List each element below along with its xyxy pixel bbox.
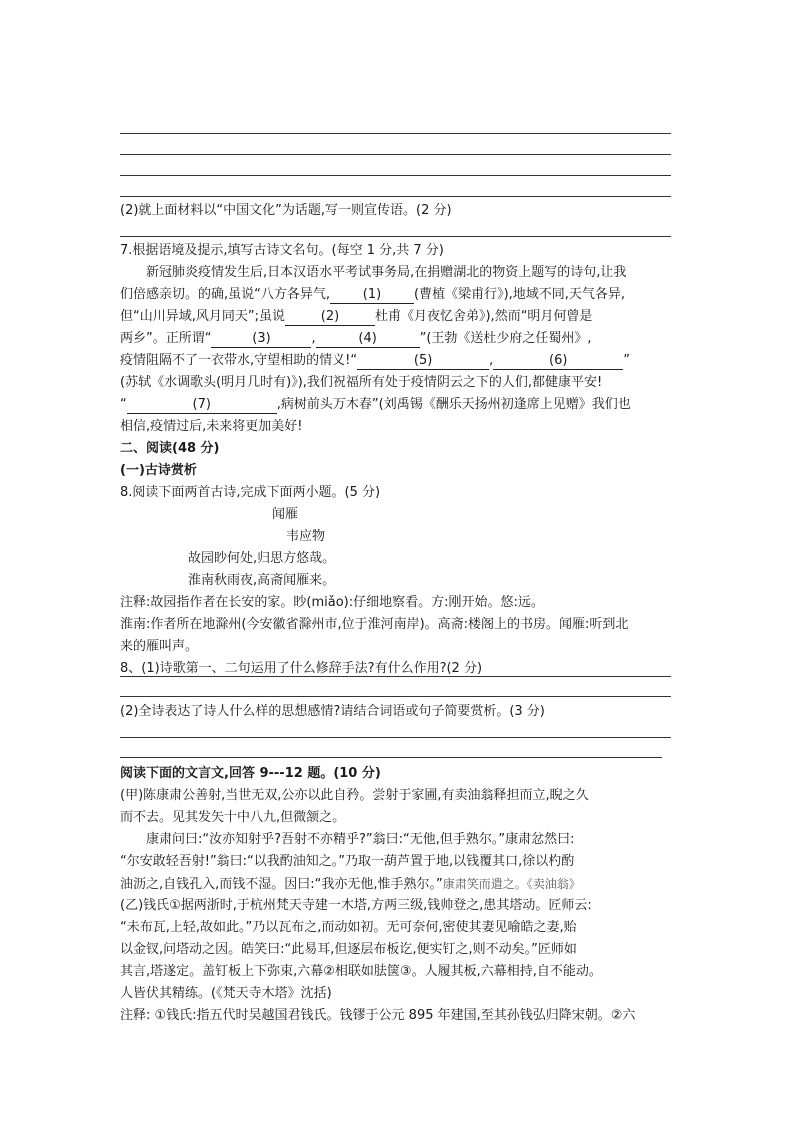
answer-line [120, 676, 671, 677]
subsection-heading: (一)古诗赏析 [120, 463, 197, 478]
q7-line: 疫情阻隔不了一衣带水,守望相助的情义!“ (5) , (6) ” [120, 353, 630, 368]
text-run: ,病树前头万木春”(刘禹锡《酬乐天扬州初逢席上见赠》我们也 [276, 397, 631, 412]
q7-line: 新冠肺炎疫情发生后,日本汉语水平考试事务局,在捐赠湖北的物资上题写的诗句,让我 [146, 265, 627, 280]
fill-blank-2[interactable]: (2) [285, 308, 375, 326]
poem-author: 韦应物 [286, 529, 326, 544]
passage-line: 人皆伏其精练。(《梵天寺木塔》沈括) [120, 986, 332, 1001]
text-run: 杜甫《月夜忆舍弟》),然而“明月何曾是 [374, 309, 593, 324]
passage-line: “尔安敢轻吾射!”翁曰:“以我酌油知之。”乃取一葫芦置于地,以钱覆其口,徐以杓酌 [120, 854, 575, 869]
text-run: 油沥之,自钱孔入,而钱不湿。因曰:“我亦无他,惟手熟尔。” [120, 877, 443, 892]
text-run: 疫情阻隔不了一衣带水,守望相助的情义!“ [120, 353, 358, 368]
q7-line: 相信,疫情过后,未来将更加美好! [120, 419, 303, 434]
fill-blank-7[interactable]: (7) [127, 396, 277, 414]
poem-line: 淮南秋雨夜,高斋闻雁来。 [188, 573, 336, 588]
poem-note: 注释:故园指作者在长安的家。眇(miǎo):仔细地察看。方:刚开始。悠:远。 [120, 595, 544, 610]
text-run: 两乡”。正所谓“ [120, 331, 212, 346]
passage-line: 以金钗,问塔动之因。皓笑曰:“此易耳,但逐层布板讫,便实钉之,则不动矣。”匠师如 [120, 942, 577, 957]
poem-note: 来的雁叫声。 [120, 639, 199, 654]
fill-blank-6[interactable]: (6) [493, 352, 623, 370]
q7-line [120, 285, 625, 305]
text-run: 但“山川异域,风月同天”;虽说 [120, 309, 285, 324]
passage-line [120, 874, 581, 895]
q7-line: “ (7) ,病树前头万木春”(刘禹锡《酬乐天扬州初逢席上见赠》我们也 [120, 397, 631, 412]
passage-line: “未布瓦,上轻,故如此。”乃以瓦布之,而动如初。无可奈何,密使其妻见喻皓之妻,贻 [120, 920, 577, 935]
passage-line: 康肃问曰:“汝亦知射乎?吾射不亦精乎?”翁曰:“无他,但手熟尔。”康肃忿然曰: [146, 832, 575, 847]
answer-line [120, 154, 671, 155]
passage-line: 而不去。见其发矢十中八九,但微颔之。 [120, 810, 346, 825]
answer-line [120, 757, 662, 758]
question-8-2: (2)全诗表达了诗人什么样的思想感情?请结合词语或句子简要赏析。(3 分) [120, 704, 545, 719]
poem-note: 淮南:作者所在地滁州(今安徽省滁州市,位于淮河南岸)。高斋:楼阁上的书房。闻雁:听到北 [120, 617, 629, 632]
q7-line [120, 307, 592, 327]
text-run: ”(王勃《送杜少府之任蜀州》, [419, 331, 592, 346]
q7-line: 两乡”。正所谓“ (3) , (4) ”(王勃《送杜少府之任蜀州》, [120, 331, 592, 346]
passage-note: 注释: ①钱氏:指五代时吴越国君钱氏。钱镠于公元 895 年建国,至其孙钱弘归降宋朝。②六 [120, 1008, 636, 1023]
question-8-intro: 8.阅读下面两首古诗,完成下面两小题。(5 分) [120, 485, 381, 500]
question-8-1: 8、(1)诗歌第一、二句运用了什么修辞手法?有什么作用?(2 分) [120, 661, 483, 676]
question-7-title: 7.根据语境及提示,填写古诗文名句。(每空 1 分,共 7 分) [120, 243, 444, 258]
answer-line [120, 133, 671, 134]
passage-line: (甲)陈康肃公善射,当世无双,公亦以此自矜。尝射于家圃,有卖油翁释担而立,睨之久 [120, 788, 589, 803]
fill-blank-4[interactable]: (4) [316, 330, 420, 348]
passage-line: 其言,塔遂定。盖钉板上下弥束,六幕②相联如胠箧③。人履其板,六幕相持,自不能动。 [120, 964, 602, 979]
answer-line [120, 696, 671, 697]
text-run: 们倍感亲切。的确,虽说“八方各异气, [120, 287, 330, 302]
answer-line [120, 236, 671, 237]
text-run: 康肃笑而遣之。《卖油翁》 [442, 877, 581, 891]
wenyan-title: 阅读下面的文言文,回答 9---12 题。(10 分) [120, 766, 381, 781]
fill-blank-1[interactable]: (1) [330, 286, 414, 304]
answer-line [120, 196, 671, 197]
text-run: (曹植《梁甫行》),地域不同,天气各异, [414, 287, 626, 302]
section-heading: 二、阅读(48 分) [120, 441, 220, 456]
question-6-2: (2)就上面材料以“中国文化”为话题,写一则宣传语。(2 分) [120, 203, 452, 218]
fill-blank-3[interactable]: (3) [211, 330, 311, 348]
q7-line: (苏轼《水调歌头(明月几时有)》),我们祝福所有处于疫情阴云之下的人们,都健康平安! [120, 375, 603, 390]
fill-blank-5[interactable]: (5) [357, 352, 489, 370]
passage-line: (乙)钱氏①据两浙时,于杭州梵天寺建一木塔,方两三级,钱帅登之,患其塔动。匠师云: [120, 898, 592, 913]
answer-line [120, 175, 671, 176]
answer-line [120, 737, 671, 738]
poem-line: 故园眇何处,归思方悠哉。 [188, 551, 336, 566]
poem-title: 闻雁 [272, 507, 299, 522]
